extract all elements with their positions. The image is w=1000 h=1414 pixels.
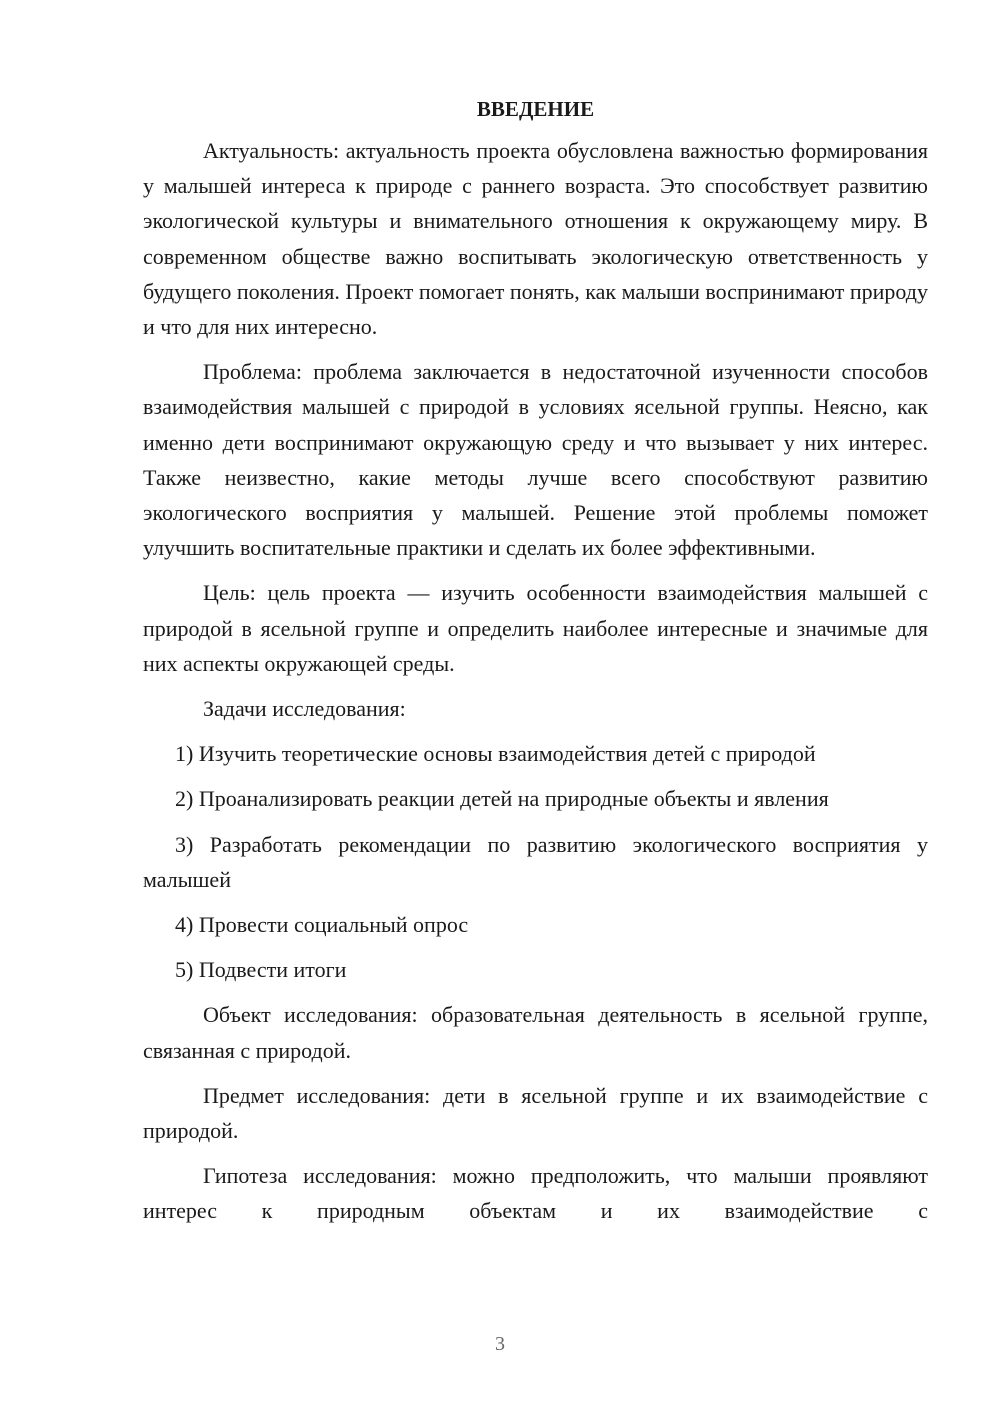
task-item-1: 1) Изучить теоретические основы взаимодействия детей с природой — [175, 741, 816, 767]
paragraph-relevance: Актуальность: актуальность проекта обусловлена важностью формирования у малышей интереса к природе с раннего возраста. Это способствует развитию экологической культуры и внимательного отношения к окружающему миру. В современном обществе важно воспитывать экологическую ответственность у будущего поколения. Проект помогает понять, как малыши воспринимают природу и что для них интересно. — [143, 138, 928, 340]
paragraph-subject: Предмет исследования: дети в ясельной группе и их взаимодействие с природой. — [143, 1082, 928, 1144]
page-number: 3 — [495, 1333, 505, 1355]
task-item-5: 5) Подвести итоги — [175, 957, 347, 983]
paragraph-goal: Цель: цель проекта — изучить особенности взаимодействия малышей с природой в ясельной группе и определить наиболее интересные и значимые для них аспекты окружающей среды. — [143, 580, 928, 676]
paragraph-object: Объект исследования: образовательная деятельность в ясельной группе, связанная с природой. — [143, 1002, 928, 1063]
task-item-2: 2) Проанализировать реакции детей на природные объекты и явления — [175, 786, 829, 812]
document-page — [143, 92, 928, 1239]
paragraph-problem: Проблема: проблема заключается в недостаточной изученности способов взаимодействия малышей с природой в условиях ясельной группы. Неясно, как именно дети воспринимают окружающую среду и что вызывает у них интерес. Также неизвестно, какие методы лучше всего способствуют развитию экологического восприятия у малышей. Решение этой проблемы поможет улучшить воспитательные практики и сделать их более эффективными. — [143, 359, 928, 561]
task-item-4: 4) Провести социальный опрос — [175, 912, 469, 938]
tasks-title: Задачи исследования: — [203, 696, 406, 722]
task-item-3: 3) Разработать рекомендации по развитию экологического восприятия у малышей — [143, 831, 928, 892]
paragraph-hypothesis: Гипотеза исследования: можно предположить, что малыши проявляют интерес к природным объектам и их взаимодействие с — [143, 1163, 928, 1224]
page-title: ВВЕДЕНИЕ — [476, 97, 595, 121]
